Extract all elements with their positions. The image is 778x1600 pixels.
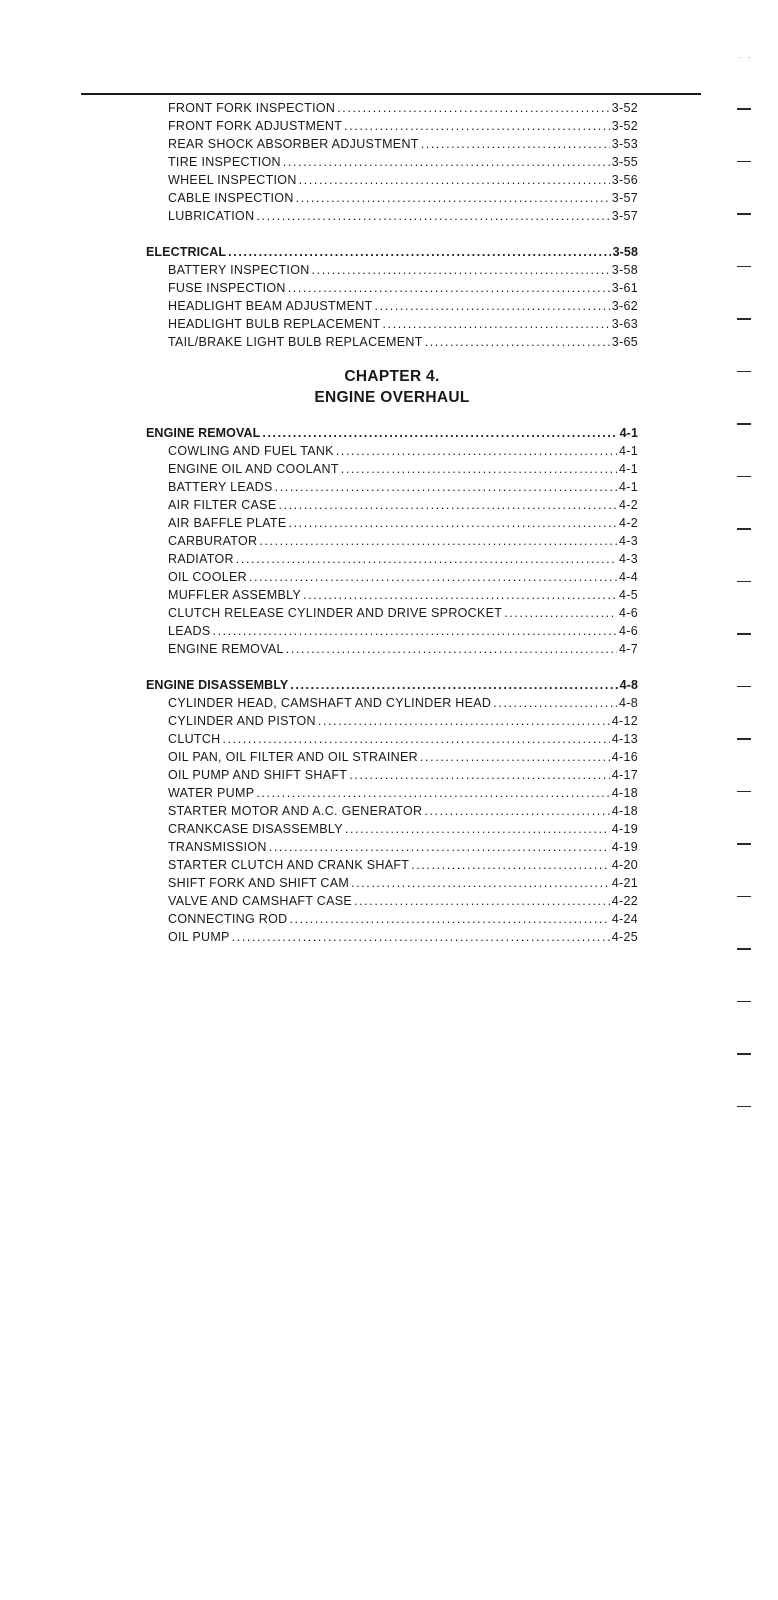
toc-item [146,478,638,496]
entry-title: REAR SHOCK ABSORBER ADJUSTMENT [168,137,419,151]
toc-item [146,910,638,928]
entry-page-number: 4-13 [611,732,638,746]
dot-leader [382,315,609,333]
entry-title: FUSE INSPECTION [168,281,286,295]
dot-leader [504,604,617,622]
entry-page-number: 3-53 [611,137,638,151]
entry-page-number: 4-1 [619,426,638,440]
toc-item [146,207,638,225]
dot-leader [424,802,609,820]
entry-title: AIR BAFFLE PLATE [168,516,287,530]
entry-title: BATTERY INSPECTION [168,263,310,277]
toc-item [146,532,638,550]
dot-leader [337,99,610,117]
toc-item [146,460,638,478]
margin-tick [737,161,751,163]
toc-item [146,694,638,712]
entry-title: VALVE AND CAMSHAFT CASE [168,894,353,908]
margin-tick [737,896,751,898]
entry-title: CYLINDER AND PISTON [168,714,316,728]
toc-section-heading [146,676,638,694]
entry-title: OIL PUMP AND SHIFT SHAFT [168,768,348,782]
entry-title: STARTER CLUTCH AND CRANK SHAFT [168,858,410,872]
dot-leader [341,460,617,478]
entry-title: LUBRICATION [168,209,255,223]
entry-page-number: 4-2 [619,516,638,530]
entry-title: ENGINE REMOVAL [146,426,261,440]
toc-item [146,315,638,333]
entry-title: CYLINDER HEAD, CAMSHAFT AND CYLINDER HEAD [168,696,492,710]
margin-tick [737,633,751,635]
entry-page-number: 4-8 [619,696,638,710]
dot-leader [283,153,610,171]
dot-leader [299,171,610,189]
entry-page-number: 4-1 [619,480,638,494]
entry-title: ENGINE REMOVAL [168,642,284,656]
toc-item [146,748,638,766]
entry-page-number: 3-63 [611,317,638,331]
table-of-contents [146,99,638,946]
dot-leader [269,838,610,856]
entry-title: ELECTRICAL [146,245,227,259]
toc-section-heading [146,424,638,442]
entry-title: ENGINE DISASSEMBLY [146,678,289,692]
dot-leader [421,135,610,153]
entry-page-number: 4-22 [611,894,638,908]
entry-title: STARTER MOTOR AND A.C. GENERATOR [168,804,423,818]
toc-item [146,604,638,622]
entry-page-number: 4-2 [619,498,638,512]
toc-item [146,135,638,153]
toc-item [146,622,638,640]
entry-page-number: 4-6 [619,624,638,638]
toc-section-heading [146,243,638,261]
toc-item [146,333,638,351]
entry-title: WATER PUMP [168,786,255,800]
entry-page-number: 3-62 [611,299,638,313]
chapter-title: ENGINE OVERHAUL [314,389,470,406]
dot-leader [289,514,618,532]
entry-title: CLUTCH [168,732,221,746]
toc-item [146,261,638,279]
entry-page-number: 3-61 [611,281,638,295]
margin-tick [737,318,751,320]
margin-tick [737,528,751,530]
entry-title: MUFFLER ASSEMBLY [168,588,302,602]
dot-leader [259,532,617,550]
toc-item [146,928,638,946]
entry-title: FRONT FORK INSPECTION [168,101,336,115]
entry-page-number: 3-58 [611,263,638,277]
dot-leader [228,243,610,261]
entry-page-number: 4-16 [611,750,638,764]
dot-leader [236,550,617,568]
toc-item [146,820,638,838]
toc-item [146,568,638,586]
margin-tick [737,948,751,950]
entry-page-number: 3-65 [611,335,638,349]
dot-leader [425,333,610,351]
entry-title: CONNECTING ROD [168,912,288,926]
entry-title: BATTERY LEADS [168,480,273,494]
entry-page-number: 4-19 [611,840,638,854]
entry-page-number: 4-1 [619,444,638,458]
toc-item [146,874,638,892]
toc-item [146,99,638,117]
entry-title: OIL PAN, OIL FILTER AND OIL STRAINER [168,750,418,764]
toc-item [146,171,638,189]
entry-page-number: 4-20 [611,858,638,872]
entry-title: CARBURATOR [168,534,258,548]
entry-page-number: 3-56 [611,173,638,187]
entry-title: OIL PUMP [168,930,230,944]
margin-tick [737,108,751,110]
entry-page-number: 3-57 [611,191,638,205]
entry-title: HEADLIGHT BEAM ADJUSTMENT [168,299,373,313]
entry-page-number: 3-52 [611,101,638,115]
margin-tick [737,213,751,215]
entry-title: TAIL/BRAKE LIGHT BULB REPLACEMENT [168,335,423,349]
entry-page-number: 4-21 [611,876,638,890]
toc-item [146,766,638,784]
dot-leader [336,442,617,460]
entry-page-number: 4-5 [619,588,638,602]
dot-leader [290,676,617,694]
dot-leader [289,910,609,928]
dot-leader [493,694,617,712]
dot-leader [256,784,609,802]
entry-title: LEADS [168,624,211,638]
entry-title: RADIATOR [168,552,234,566]
dot-leader [256,207,609,225]
entry-page-number: 4-7 [619,642,638,656]
entry-title: HEADLIGHT BULB REPLACEMENT [168,317,381,331]
entry-page-number: 4-8 [619,678,638,692]
section-gap [146,658,638,676]
entry-page-number: 4-17 [611,768,638,782]
dot-leader [296,189,610,207]
dot-leader [354,892,610,910]
toc-item [146,856,638,874]
dot-leader [249,568,617,586]
entry-page-number: 4-4 [619,570,638,584]
margin-tick [737,738,751,740]
toc-item [146,784,638,802]
margin-tick [737,266,751,268]
toc-item [146,550,638,568]
entry-page-number: 4-1 [619,462,638,476]
entry-title: OIL COOLER [168,570,247,584]
toc-item [146,514,638,532]
entry-title: TRANSMISSION [168,840,267,854]
dot-leader [286,640,617,658]
dot-leader [288,279,610,297]
dot-leader [303,586,617,604]
section-gap [146,225,638,243]
toc-before-chapter [146,99,638,351]
entry-title: CABLE INSPECTION [168,191,294,205]
dot-leader [262,424,617,442]
margin-tick [737,1106,751,1108]
dot-leader [420,748,610,766]
entry-title: CLUTCH RELEASE CYLINDER AND DRIVE SPROCKET [168,606,503,620]
header-rule [81,93,701,95]
entry-page-number: 4-19 [611,822,638,836]
entry-page-number: 4-24 [611,912,638,926]
entry-page-number: 4-6 [619,606,638,620]
margin-tick [737,843,751,845]
toc-item [146,189,638,207]
entry-page-number: 4-18 [611,786,638,800]
entry-title: FRONT FORK ADJUSTMENT [168,119,343,133]
toc-item [146,279,638,297]
margin-tick [737,371,751,373]
chapter-number: CHAPTER 4. [344,368,440,385]
margin-tick [737,581,751,583]
dot-leader [213,622,618,640]
margin-tick [737,423,751,425]
entry-page-number: 4-12 [611,714,638,728]
toc-item [146,153,638,171]
dot-leader [344,117,610,135]
margin-tick [737,1053,751,1055]
chapter-heading [146,351,638,424]
toc-item [146,730,638,748]
entry-page-number: 3-55 [611,155,638,169]
dot-leader [351,874,610,892]
dot-leader [375,297,610,315]
entry-title: CRANKCASE DISASSEMBLY [168,822,343,836]
entry-title: WHEEL INSPECTION [168,173,297,187]
dot-leader [318,712,610,730]
margin-tick [737,686,751,688]
entry-page-number: 3-58 [612,245,638,259]
dot-leader [223,730,610,748]
dot-leader [312,261,610,279]
margin-tick [737,476,751,478]
toc-item [146,297,638,315]
entry-page-number: 4-25 [611,930,638,944]
margin-tick [737,791,751,793]
entry-title: TIRE INSPECTION [168,155,281,169]
entry-page-number: 4-3 [619,552,638,566]
entry-page-number: 4-3 [619,534,638,548]
toc-item [146,640,638,658]
dot-leader [349,766,610,784]
dot-leader [275,478,617,496]
dot-leader [232,928,610,946]
scan-artifact-dots: · · [739,53,753,62]
dot-leader [278,496,617,514]
entry-title: COWLING AND FUEL TANK [168,444,334,458]
entry-title: AIR FILTER CASE [168,498,277,512]
toc-item [146,442,638,460]
entry-page-number: 3-52 [611,119,638,133]
toc-item [146,838,638,856]
entry-page-number: 3-57 [611,209,638,223]
toc-item [146,117,638,135]
toc-item [146,712,638,730]
toc-item [146,892,638,910]
toc-item [146,802,638,820]
toc-after-chapter [146,424,638,946]
entry-title: ENGINE OIL AND COOLANT [168,462,339,476]
toc-item [146,496,638,514]
toc-item [146,586,638,604]
entry-page-number: 4-18 [611,804,638,818]
dot-leader [411,856,610,874]
dot-leader [345,820,610,838]
margin-tick [737,1001,751,1003]
entry-title: SHIFT FORK AND SHIFT CAM [168,876,350,890]
